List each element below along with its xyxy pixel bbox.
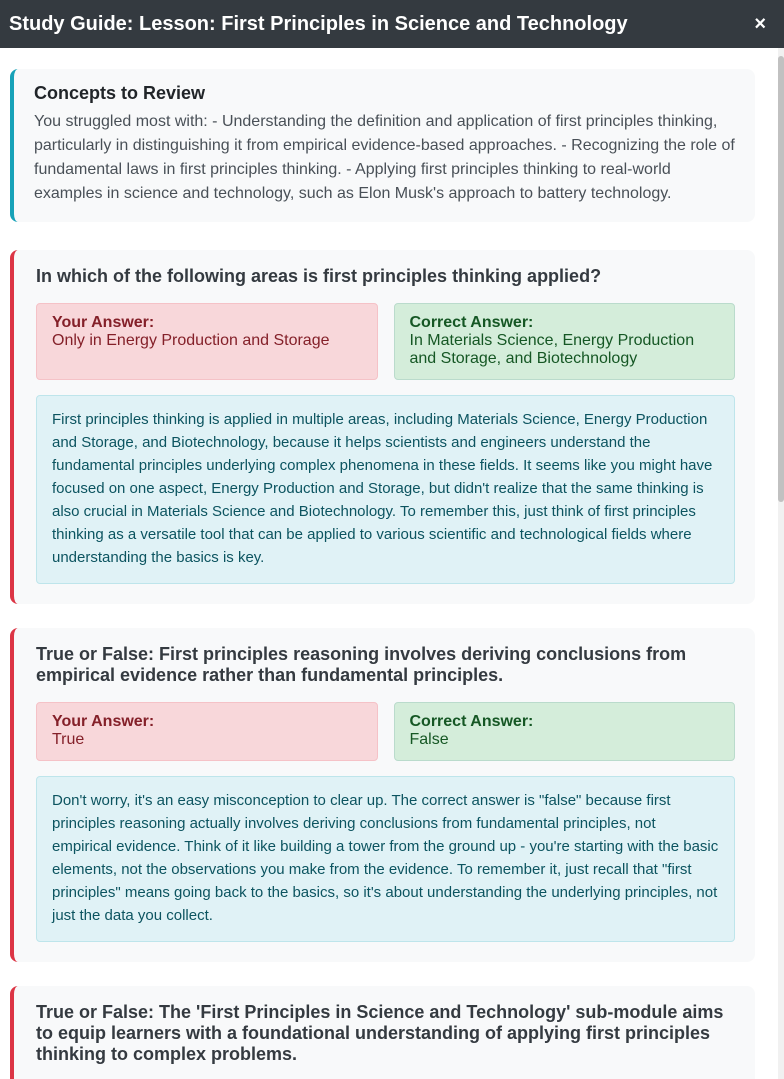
explanation-box: First principles thinking is applied in multiple areas, including Materials Science, Energy Production and Storage, and Biotechnology, because it helps scientists and engineers understand the fundamental principles underlying complex phenomena in these fields. It seems like you might have focused on one aspect, Energy Production and Storage, but didn't realize that the same thinking is also crucial in Materials Science and Biotechnology. To remember this, just think of first principles thinking as a versatile tool that can be applied to various scientific and technological fields where understanding the basics is key. xyxy=(36,395,735,584)
question-card-3 xyxy=(10,986,755,1079)
answer-row xyxy=(36,303,735,380)
question-text: True or False: The 'First Principles in Science and Technology' sub-module aims to equip learners with a foundational understanding of applying first principles thinking to complex problems. xyxy=(36,1002,724,1064)
correct-answer-label: Correct Answer: xyxy=(409,713,534,730)
your-answer-label: Your Answer: xyxy=(52,314,155,331)
your-answer-box xyxy=(36,702,378,761)
your-answer-value: True xyxy=(52,731,85,748)
study-guide-content[interactable] xyxy=(0,48,778,1079)
page-title: Study Guide: Lesson: First Principles in Science and Technology xyxy=(9,12,628,35)
concepts-heading: Concepts to Review xyxy=(34,83,206,103)
answer-row xyxy=(36,702,735,761)
your-answer-label: Your Answer: xyxy=(52,713,155,730)
correct-answer-box xyxy=(394,303,736,380)
correct-answer-box xyxy=(394,702,736,761)
your-answer-box xyxy=(36,303,378,380)
concepts-body: You struggled most with: - Understanding the definition and application of first principles thinking, particularly in distinguishing it from empirical evidence-based approaches. - Recognizing the role of fundamental laws in first principles thinking. - Applying first principles thinking to real-world examples in science and technology, such as Elon Musk's approach to battery technology. xyxy=(34,113,735,202)
your-answer-value: Only in Energy Production and Storage xyxy=(52,332,330,349)
question-text: True or False: First principles reasoning involves deriving conclusions from empirical evidence rather than fundamental principles. xyxy=(36,644,687,685)
correct-answer-value: In Materials Science, Energy Production and Storage, and Biotechnology xyxy=(409,332,695,367)
correct-answer-label: Correct Answer: xyxy=(409,314,534,331)
correct-answer-value: False xyxy=(409,731,449,748)
close-icon[interactable]: × xyxy=(754,13,766,35)
explanation-box: Don't worry, it's an easy misconception to clear up. The correct answer is "false" because first principles reasoning actually involves deriving conclusions from fundamental principles, not empirical evidence. Think of it like building a tower from the ground up - you're starting with the basic elements, not the observations you make from the evidence. To remember it, just recall that "first principles" means going back to the basics, so it's about understanding the underlying principles, not just the data you collect. xyxy=(36,776,735,942)
scrollbar-thumb[interactable] xyxy=(778,56,784,502)
title-bar xyxy=(0,0,784,48)
question-card-1 xyxy=(10,250,755,604)
question-text: In which of the following areas is first principles thinking applied? xyxy=(36,266,602,286)
concepts-to-review-card xyxy=(10,69,755,222)
question-card-2 xyxy=(10,628,755,962)
